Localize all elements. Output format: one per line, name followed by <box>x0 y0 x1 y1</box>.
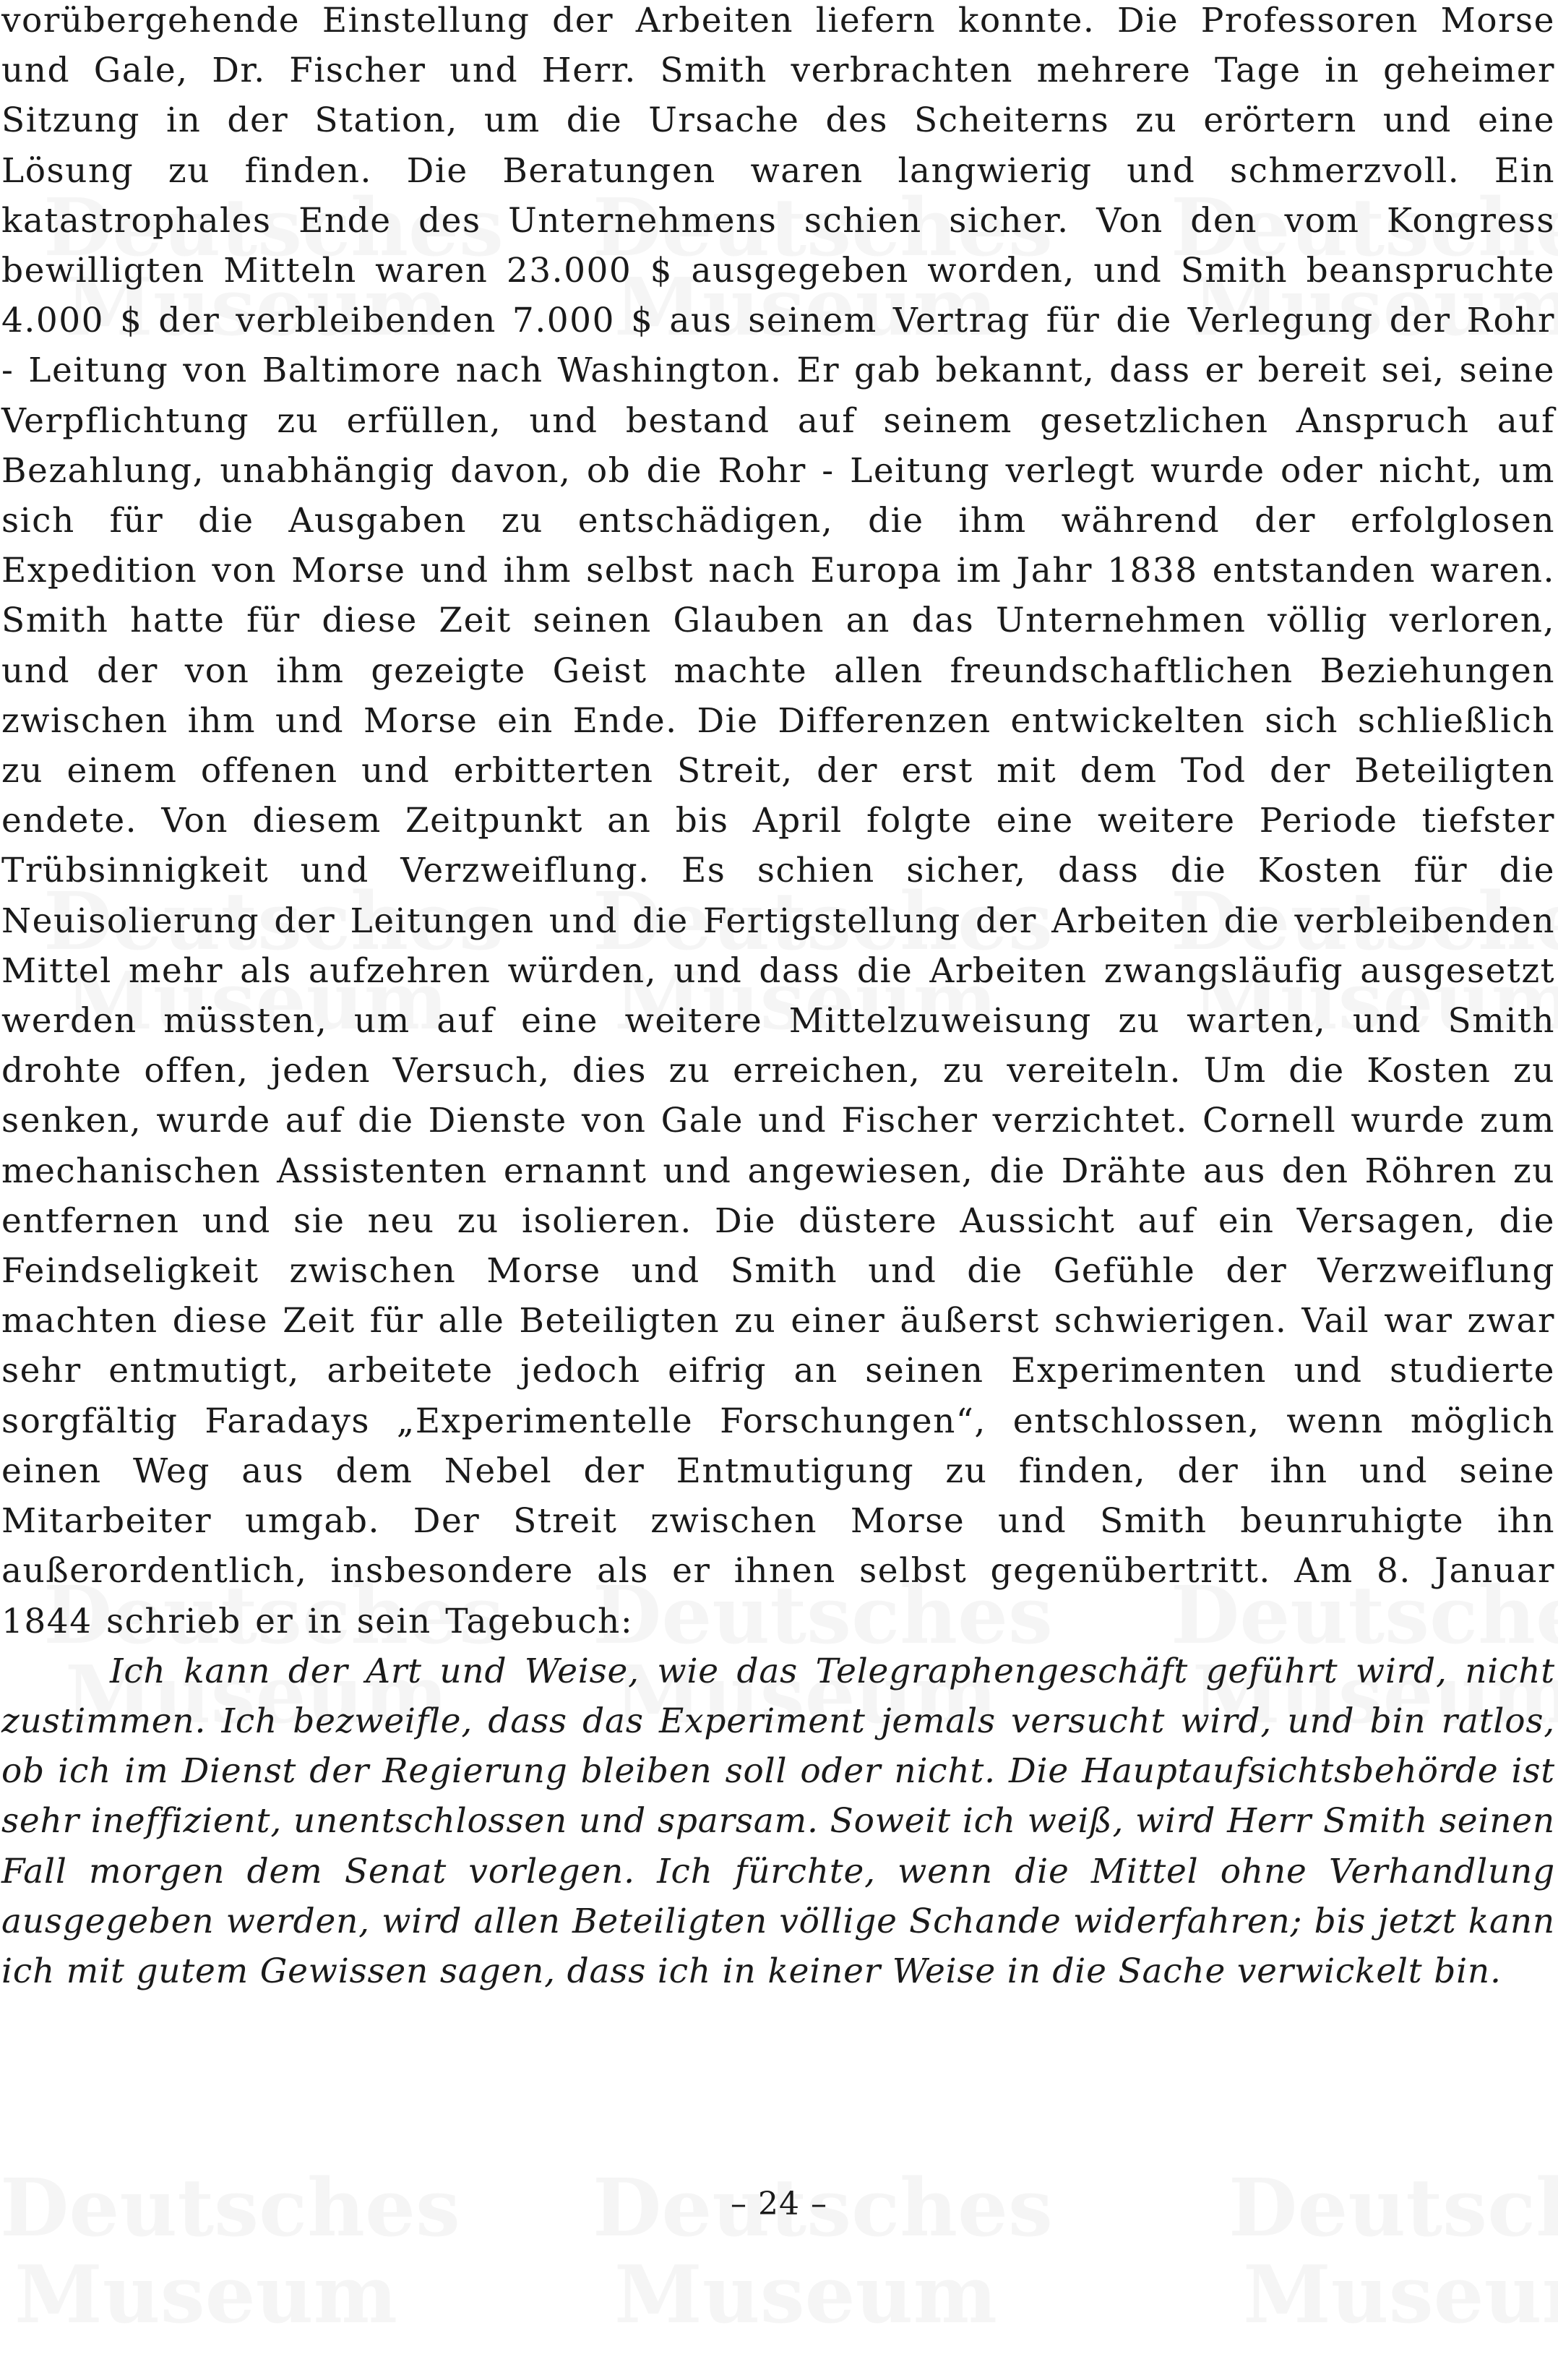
body-paragraph: vorübergehende Einstellung der Arbeiten liefern konnte. Die Professoren Morse und Gale, Dr. Fischer und Herr. Smith verbrachten mehrere Tage in geheimer Sitzung in der Station, um die Ursache des Scheiterns zu erörtern und eine Lösung zu finden. Die Beratungen waren langwierig und schmerzvoll. Ein katastrophales Ende des Unternehmens schien sicher. Von den vom Kongress bewilligten Mitteln waren 23.000 $ ausgegeben worden, und Smith beanspruchte 4.000 $ der verbleibenden 7.000 $ aus seinem Vertrag für die Verlegung der Rohr - Leitung von Baltimore nach Washington. Er gab bekannt, dass er bereit sei, seine Verpflichtung zu erfüllen, und bestand auf seinem gesetzlichen Anspruch auf Bezahlung, unabhängig davon, ob die Rohr - Leitung verlegt wurde oder nicht, um sich für die Ausgaben zu entschädigen, die ihm während der erfolglosen Expedition von Morse und ihm selbst nach Europa im Jahr 1838 entstanden waren. Smith hatte für diese Zeit seinen Glauben an das Unternehmen völlig verloren, und der von ihm gezeigte Geist machte allen freundschaftlichen Beziehungen zwischen ihm und Morse ein Ende. Die Differenzen entwickelten sich schließlich zu einem offenen und erbitterten Streit, der erst mit dem Tod der Beteiligten endete. Von diesem Zeitpunkt an bis April folgte eine weitere Periode tiefster Trübsinnigkeit und Verzweiflung. Es schien sicher, dass die Kosten für die Neuisolierung der Leitungen und die Fertigstellung der Arbeiten die verbleibenden Mittel mehr als aufzehren würden, und dass die Arbeiten zwangsläufig ausgesetzt werden müssten, um auf eine weitere Mittelzuweisung zu warten, und Smith drohte offen, jeden Versuch, dies zu erreichen, zu vereiteln. Um die Kosten zu senken, wurde auf die Dienste von Gale und Fischer verzichtet. Cornell wurde zum mechanischen Assistenten ernannt und angewiesen, die Drähte aus den Röhren zu entfernen und sie neu zu isolieren. Die düstere Aussicht auf ein Versagen, die Feindseligkeit zwischen Morse und Smith und die Gefühle der Verzweiflung machten diese Zeit für alle Beteiligten zu einer äußerst schwierigen. Vail war zwar sehr entmutigt, arbeitete jedoch eifrig an seinen Experimenten und studierte sorgfältig Faradays „Experimentelle Forschungen“, entschlossen, wenn möglich einen Weg aus dem Nebel der Entmutigung zu finden, der ihn und seine Mitarbeiter umgab. Der Streit zwischen Morse und Smith beunruhigte ihn außerordentlich, insbesondere als er ihnen selbst gegenübertritt. Am 8. Januar 1844 schrieb er in sein Tagebuch: <box>1 1 1555 1641</box>
watermark-text <box>614 2255 997 2334</box>
body-text <box>1 0 1555 1996</box>
watermark-text <box>1243 2255 1558 2334</box>
page-number: – 24 – <box>731 2186 827 2222</box>
watermark-text <box>14 2255 397 2334</box>
diary-quote: Ich kann der Art und Weise, wie das Telegraphengeschäft geführt wird, nicht zustimmen. Ich bezweifle, dass das Experiment jemals versucht wird, und bin ratlos, ob ich im Dienst der Regierung bleiben soll oder nicht. Die Hauptaufsichtsbehörde ist sehr ineffizient, unentschlossen und sparsam. Soweit ich weiß, wird Herr Smith seinen Fall morgen dem Senat vorlegen. Ich fürchte, wenn die Mittel ohne Verhandlung ausgegeben werden, wird allen Beteiligten völlige Schande widerfahren; bis jetzt kann ich mit gutem Gewissen sagen, dass ich in keiner Weise in die Sache verwickelt bin. <box>1 1651 1555 1991</box>
